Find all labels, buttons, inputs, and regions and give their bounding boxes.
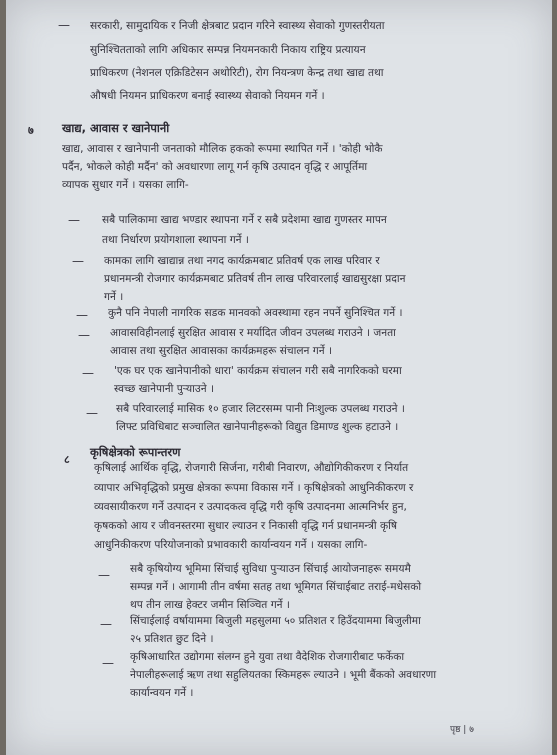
list-item-line: कार्यान्वयन गर्ने । (130, 687, 194, 699)
list-item-line: आवास तथा सुरक्षित आवासका कार्यक्रमहरू संचालन गर्ने । (110, 345, 333, 357)
bullet-dash: — (82, 366, 94, 380)
bullet-dash: — (78, 328, 90, 342)
paragraph-line: कृषकको आय र जीवनस्तरमा सुधार ल्याउन र निकासी वृद्धि गर्न प्रधानमन्त्री कृषि (94, 520, 397, 532)
bullet-dash: — (72, 254, 84, 268)
section-number: ७ (28, 124, 34, 137)
section-heading: खाद्य, आवास र खानेपानी (62, 121, 170, 135)
list-item-line: सम्पन्न गर्ने । आगामी तीन वर्षमा सतह तथा भूमिगत सिंचाईबाट तराई-मधेसको (130, 581, 422, 593)
paragraph-line: पर्दैन, भोकले कोही मर्दैन' को अवधारणा लागू गर्न कृषि उत्पादन वृद्धि र आपूर्तिमा (62, 161, 368, 173)
intro-line: औषधी नियमन प्राधिकरण बनाई स्वास्थ्य सेवाको नियमन गर्ने । (90, 90, 325, 102)
bullet-dash: — (76, 308, 88, 322)
list-item-line: 'एक घर एक खानेपानीको धारा' कार्यक्रम संचालन गरी सबै नागरिकको घरमा (114, 365, 402, 377)
list-item-line: थप तीन लाख हेक्टर जमीन सिञ्चित गर्ने । (130, 599, 290, 611)
bullet-dash: — (58, 18, 70, 32)
list-item-line: सबै परिवारलाई मासिक १० हजार लिटरसम्म पानी निःशुल्क उपलब्ध गराउने । (116, 403, 405, 415)
bullet-dash: — (86, 406, 98, 420)
list-item-line: नेपालीहरूलाई ऋण तथा सहुलियतका स्किमहरू ल्याउने । भूमी बैंकको अवधारणा (130, 669, 437, 681)
list-item-line: कामका लागि खाद्यान्न तथा नगद कार्यक्रमबाट प्रतिवर्ष एक लाख परिवार र (104, 255, 380, 267)
paragraph-line: खाद्य, आवास र खानेपानी जनताको मौलिक हकको रूपमा स्थापित गर्ने । 'कोही भोकै (62, 143, 383, 155)
list-item-line: लिफ्ट प्रविधिबाट सञ्चालित खानेपानीहरूको विद्युत डिमाण्ड शुल्क हटाउने । (116, 421, 399, 433)
page-label: पृष्ठ (450, 725, 461, 735)
paragraph-line: व्यवसायीकरण गर्ने उत्पादन र उत्पादकत्व वृद्धि गरी कृषि उत्पादनमा आत्मनिर्भर हुन, (94, 501, 407, 513)
bullet-dash: — (68, 213, 80, 227)
list-item-line: तथा निर्धारण प्रयोगशाला स्थापना गर्ने । (102, 234, 249, 246)
document-page (6, 0, 552, 755)
intro-line: सरकारी, सामुदायिक र निजी क्षेत्रबाट प्रदान गरिने स्वास्थ्य सेवाको गुणस्तरीयता (90, 20, 385, 32)
list-item-line: कृषिआधारित उद्योगमा संलग्न हुने युवा तथा वैदेशिक रोजगारीबाट फर्केका (130, 651, 405, 663)
paragraph-line: व्यापार अभिवृद्धिको प्रमुख क्षेत्रका रूपमा विकास गर्ने । कृषिक्षेत्रको आधुनिकीकरण र (94, 482, 414, 494)
list-item-line: स्वच्छ खानेपानी पुऱ्याउने । (114, 383, 214, 395)
list-item-line: २५ प्रतिशत छुट दिने । (130, 633, 214, 645)
list-item-line: सिंचाईलाई वर्षायाममा बिजुली महसुलमा ५० प्रतिशत र हिउँदयाममा बिजुलीमा (130, 615, 421, 627)
intro-line: प्राधिकरण (नेशनल एक्रिडिटेसन अथोरिटी), रोग नियन्त्रण केन्द्र तथा खाद्य तथा (90, 67, 384, 79)
list-item-line: सबै कृषियोग्य भूमिमा सिंचाई सुविधा पुऱ्याउन सिंचाई आयोजनाहरू समयमै (130, 563, 411, 575)
paragraph-line: व्यापक सुधार गर्ने । यसका लागि- (62, 179, 189, 191)
list-item-line: सबै पालिकामा खाद्य भण्डार स्थापना गर्ने र सबै प्रदेशमा खाद्य गुणस्तर मापन (102, 214, 387, 226)
list-item-line: गर्ने । (104, 291, 124, 303)
section-heading: कृषिक्षेत्रको रूपान्तरण (90, 445, 181, 459)
bullet-dash: — (100, 617, 112, 631)
paragraph-line: आधुनिकीकरण परियोजनाको प्रभावकारी कार्यान्वयन गर्ने । यसका लागि- (94, 539, 368, 551)
bullet-dash: — (98, 568, 110, 582)
list-item-line: आवासविहीनलाई सुरक्षित आवास र मर्यादित जीवन उपलब्ध गराउने । जनता (110, 327, 396, 339)
list-item-line: कुनै पनि नेपाली नागरिक सडक मानवको अवस्थामा रहन नपर्ने सुनिश्चित गर्ने । (108, 307, 403, 319)
paragraph-line: कृषिलाई आर्थिक वृद्धि, रोजगारी सिर्जना, गरीबी निवारण, औद्योगिकीकरण र निर्यात (94, 462, 409, 474)
page-footer (450, 722, 474, 735)
footer-separator: | (463, 725, 467, 735)
intro-line: सुनिश्चितताको लागि अधिकार सम्पन्न नियमनकारी निकाय राष्ट्रिय प्रत्यायन (90, 44, 366, 56)
section-number: ८ (64, 453, 70, 466)
bullet-dash: — (102, 656, 114, 670)
page-number: ७ (469, 725, 474, 735)
list-item-line: प्रधानमन्त्री रोजगार कार्यक्रमबाट प्रतिवर्ष तीन लाख परिवारलाई खाद्यसुरक्षा प्रदान (104, 273, 406, 285)
